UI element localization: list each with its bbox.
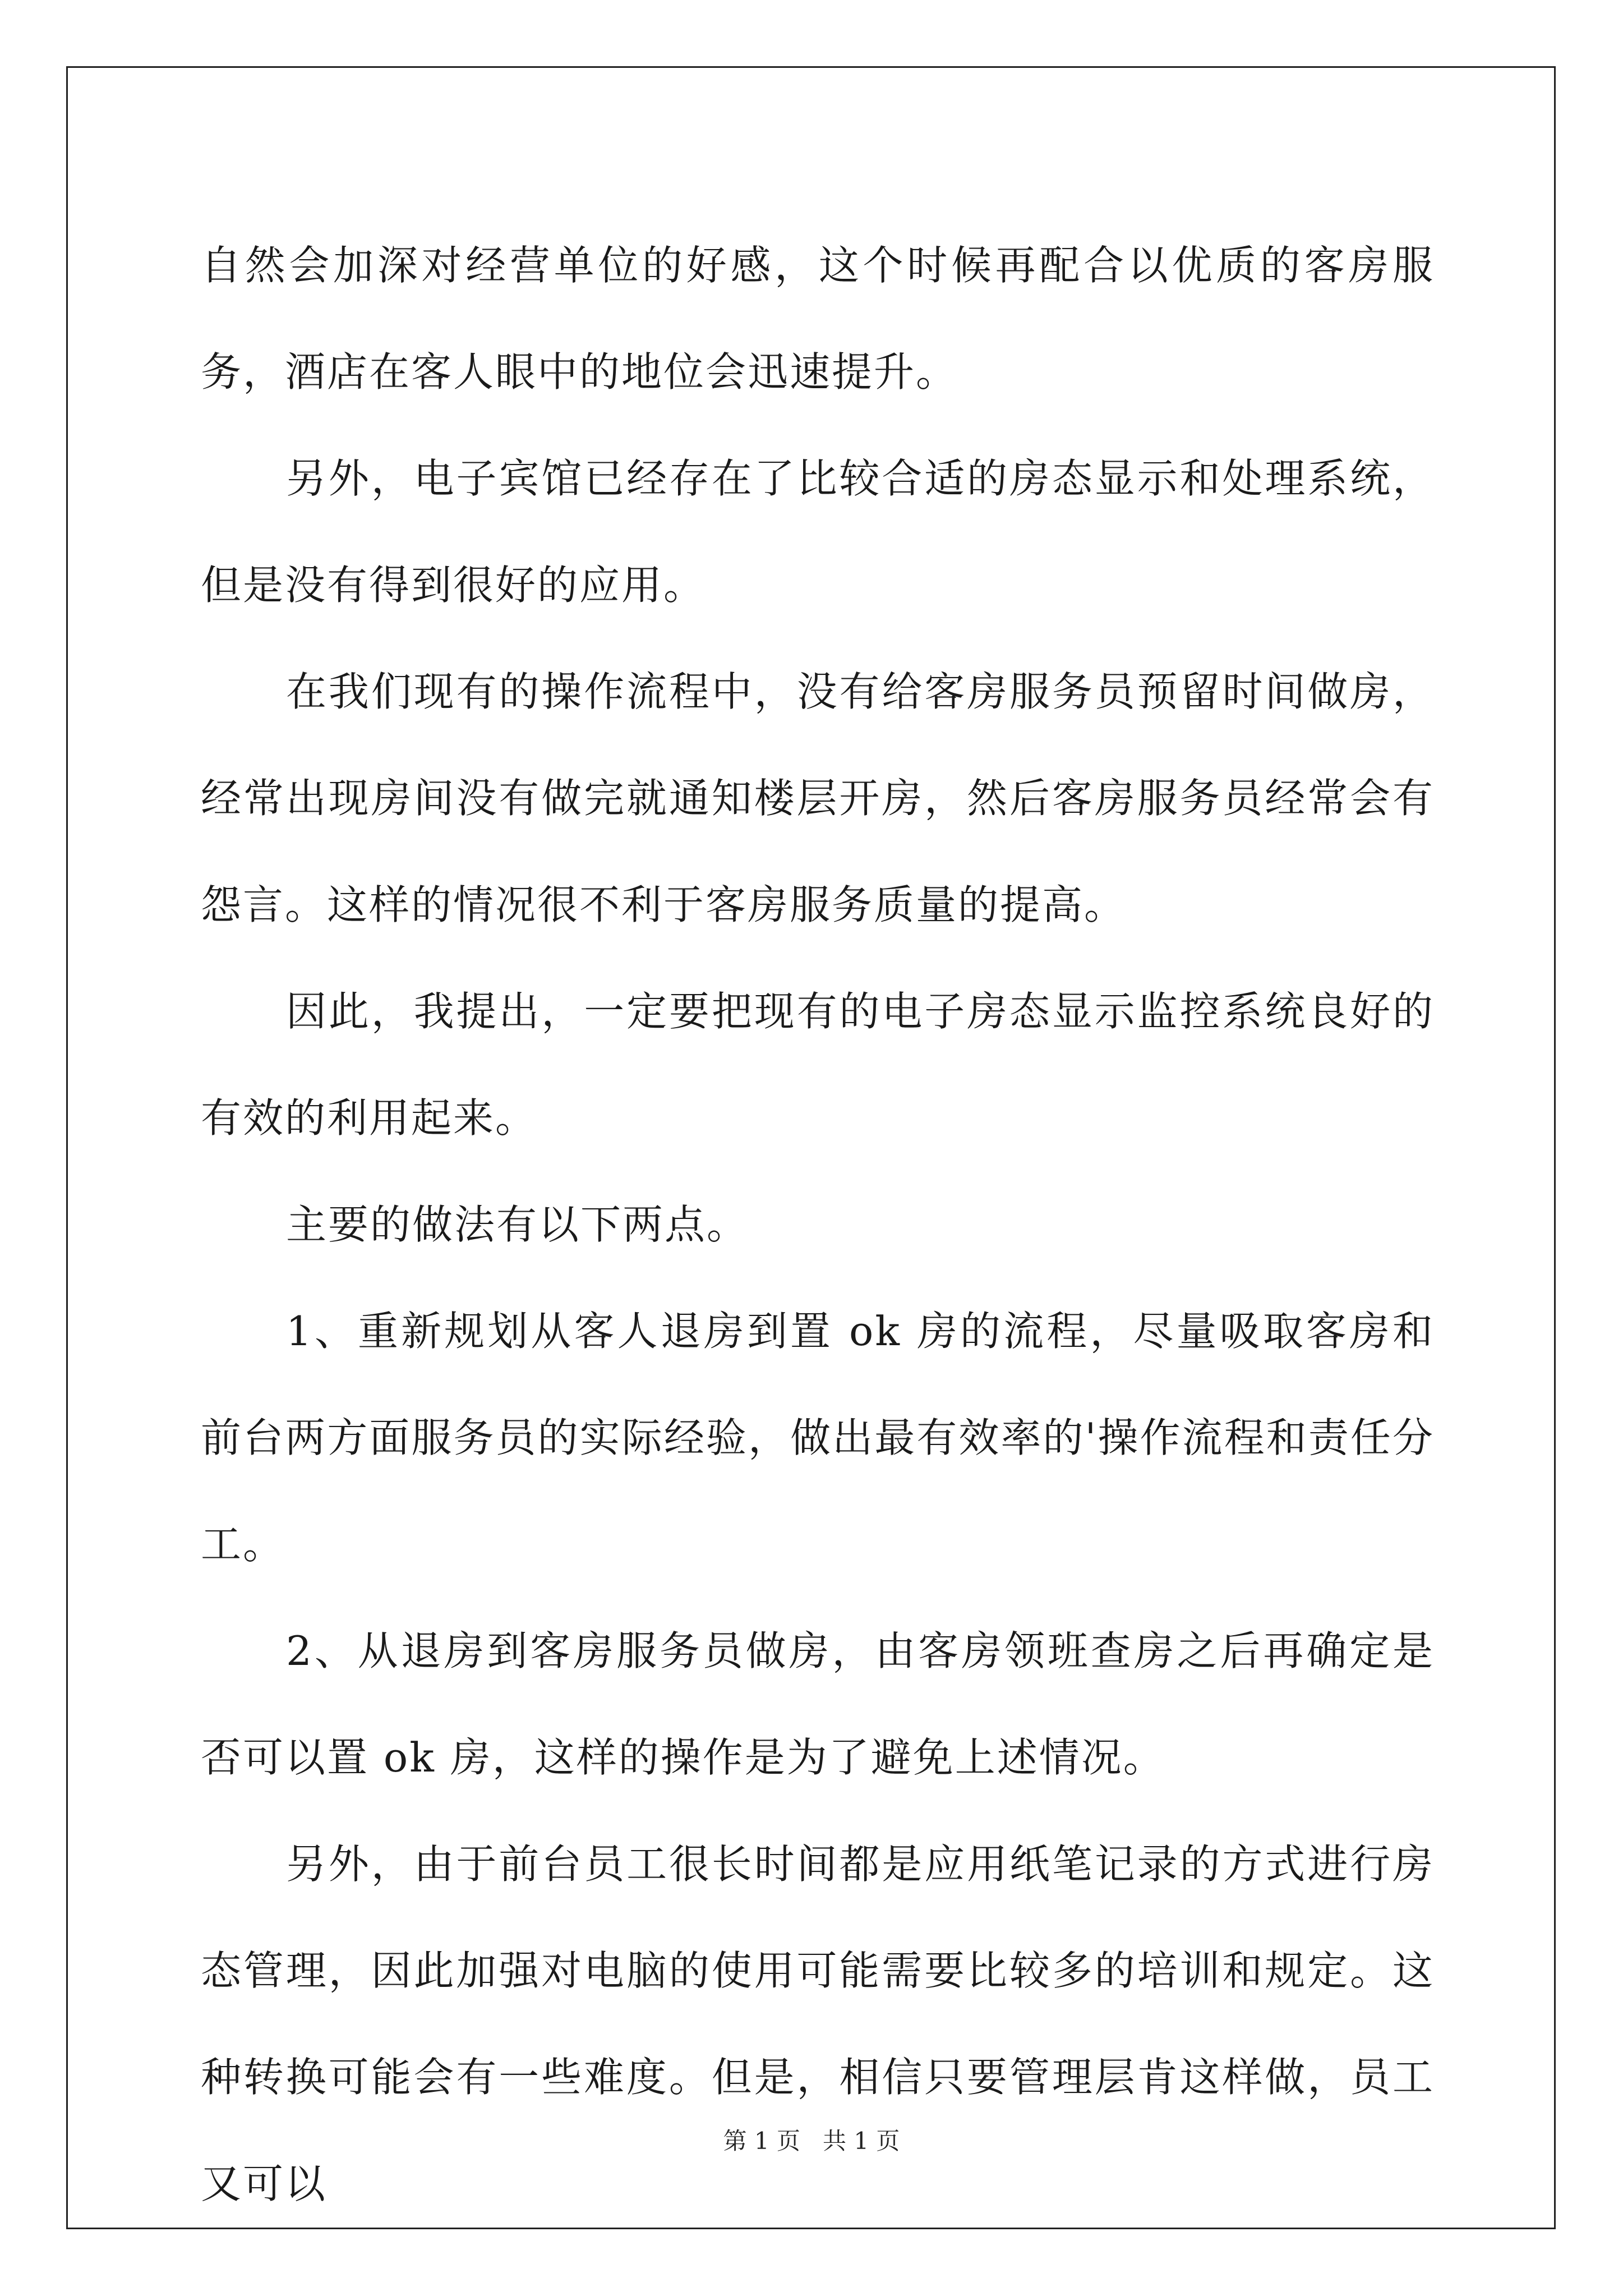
document-body [201,212,1435,2237]
paragraph: 因此，我提出，一定要把现有的电子房态显示监控系统良好的有效的利用起来。 [201,988,1435,1142]
list-item: 2、从退房到客房服务员做房，由客房领班查房之后再确定是否可以置 ok 房，这样的操作是为了避免上述情况。 [201,1627,1435,1781]
page-footer [0,2123,1623,2156]
paragraph: 另外，电子宾馆已经存在了比较合适的房态显示和处理系统，但是没有得到很好的应用。 [201,455,1435,609]
page-number: 第 1 页 [723,2127,800,2155]
paragraph: 在我们现有的操作流程中，没有给客房服务员预留时间做房，经常出现房间没有做完就通知楼层开房，然后客房服务员经常会有怨言。这样的情况很不利于客房服务质量的提高。 [201,668,1435,928]
paragraph: 主要的做法有以下两点。 [286,1201,749,1248]
paragraph-continuation: 自然会加深对经营单位的好感，这个时候再配合以优质的客房服务，酒店在客人眼中的地位会迅速提升。 [201,242,1435,395]
page-total: 共 1 页 [823,2127,900,2155]
paragraph: 另外，由于前台员工很长时间都是应用纸笔记录的方式进行房态管理，因此加强对电脑的使用可能需要比较多的培训和规定。这种转换可能会有一些难度。但是，相信只要管理层肯这样做，员工又可以 [201,1841,1435,2207]
list-item: 1、重新规划从客人退房到置 ok 房的流程，尽量吸取客房和前台两方面服务员的实际经验，做出最有效率的'操作流程和责任分工。 [201,1308,1435,1568]
